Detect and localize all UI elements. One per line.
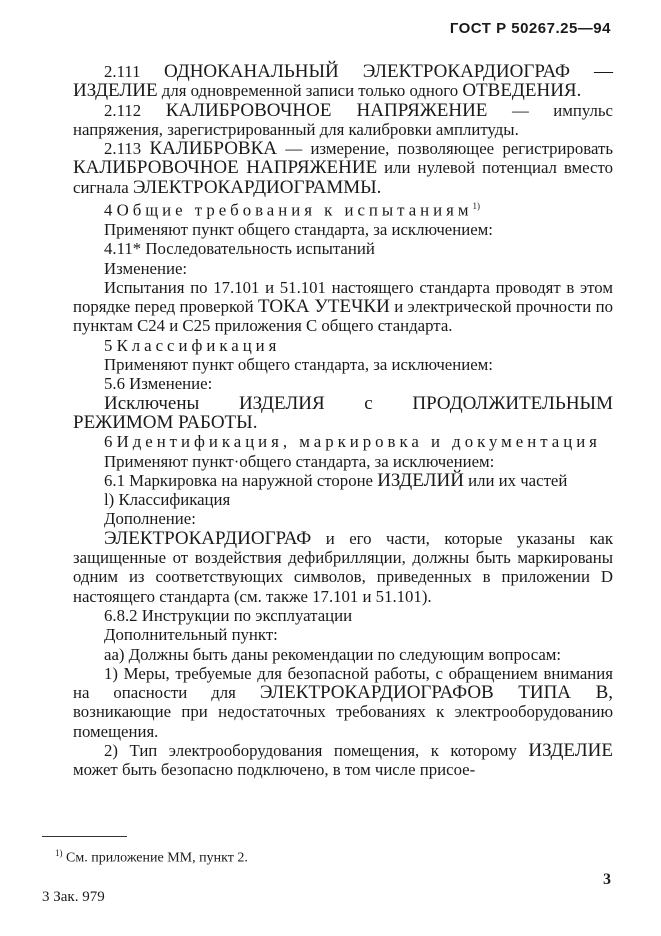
defined-term: ИЗДЕЛИЯ	[238, 392, 325, 414]
clause-text: или их частей	[463, 470, 568, 490]
paragraph: Дополнительный пункт:	[104, 625, 278, 645]
section-number: 6	[104, 432, 113, 452]
paragraph-ecg	[73, 529, 613, 606]
clause-number: 2.113	[104, 139, 142, 159]
clause-text: или нулевой потенциал вместо сигнала	[73, 158, 613, 197]
clause-number: 2.112	[104, 100, 142, 120]
footnote-marker: 1)	[55, 848, 63, 858]
clause-text: — импульс напряжения, зарегистрированный для калибровки амплитуды.	[73, 100, 613, 139]
item-2	[73, 741, 613, 780]
clause-6-8-2: 6.8.2 Инструкции по эксплуатации	[104, 605, 353, 625]
defined-term: ЭЛЕКТРОКАРДИОГРАММЫ.	[132, 176, 382, 198]
clause-6-1	[73, 471, 613, 490]
footnote	[55, 848, 248, 867]
clause-2-113	[73, 139, 613, 197]
paragraph: Дополнение:	[104, 509, 196, 529]
section-number: 4	[104, 200, 113, 220]
footnote-divider	[42, 836, 127, 837]
defined-term: ИЗДЕЛИЙ	[377, 469, 464, 491]
clause-text: 1) Меры, требуемые для безопасной работы, с обращением внимания на опасности для	[73, 663, 613, 703]
clause-text: и электрической прочности по пунктам С24 и С25 приложения С общего стандарта.	[73, 297, 613, 336]
clause-text: — измерение, позволяющее регистрировать	[276, 139, 613, 159]
paragraph-exclude	[73, 394, 613, 433]
document-body	[73, 62, 613, 780]
clause-text: с	[324, 392, 413, 414]
page-number: 3	[603, 871, 611, 888]
defined-term: КАЛИБРОВКА	[149, 138, 277, 160]
paragraph-tests	[73, 278, 613, 336]
defined-term: ПРОДОЛЖИТЕЛЬНЫМ РЕЖИМОМ РАБОТЫ.	[73, 392, 614, 433]
document-header: ГОСТ Р 50267.25—94	[449, 20, 611, 37]
clause-text: и его части, которые указаны как защищенные от воздействия дефибрилляции, должны быть маркированы одним из соответствующих символов, приведенных в приложении D настоящего стандарта (см. также 17.101 и 51.101).	[73, 528, 613, 606]
footnote-text: См. приложение ММ, пункт 2.	[66, 850, 248, 866]
defined-term: ОТВЕДЕНИЯ.	[462, 80, 582, 102]
defined-term: ИЗДЕЛИЕ	[528, 739, 613, 761]
paragraph: Применяют пункт общего стандарта, за исключением:	[104, 355, 493, 375]
item-l: l) Классификация	[104, 490, 231, 510]
paragraph: Применяют пункт·общего стандарта, за исключением:	[104, 451, 495, 471]
clause-2-112	[73, 101, 613, 140]
clause-number: 2.111	[104, 62, 141, 81]
clause-text: 6.1 Маркировка на наружной стороне	[104, 470, 378, 490]
section-title: Классификация	[116, 335, 281, 355]
section-title: Общие требования к испытаниям	[116, 200, 473, 220]
clause-text: Исключены	[104, 392, 239, 414]
paragraph: Изменение:	[104, 258, 188, 278]
section-title: Идентификация, маркировка и документация	[116, 432, 601, 452]
defined-term: ТОКА УТЕЧКИ	[258, 296, 390, 318]
clause-text: для одновременной записи только одного	[157, 81, 463, 101]
item-1	[73, 664, 613, 741]
defined-term: КАЛИБРОВОЧНОЕ НАПРЯЖЕНИЕ	[165, 99, 488, 121]
clause-text: возникающие при недостаточных требованиях к электрооборудованию помещения.	[73, 702, 613, 741]
defined-term: ОДНОКАНАЛЬНЫЙ ЭЛЕКТРОКАРДИОГРАФ — ИЗДЕЛИЕ	[73, 61, 613, 102]
defined-term: ЭЛЕКТРОКАРДИОГРАФОВ ТИПА В,	[259, 682, 613, 704]
section-5-heading	[73, 336, 613, 355]
section-6-heading	[73, 432, 613, 451]
item-aa: аа) Должны быть даны рекомендации по следующим вопросам:	[104, 644, 562, 664]
clause-text: Испытания по 17.101 и 51.101 настоящего стандарта проводят в этом порядке перед проверкой	[73, 277, 613, 317]
paragraph: Применяют пункт общего стандарта, за исключением:	[104, 219, 493, 239]
clause-2-111	[73, 62, 613, 101]
footnote-marker: 1)	[472, 201, 480, 212]
section-number: 5	[104, 335, 113, 355]
defined-term: КАЛИБРОВОЧНОЕ НАПРЯЖЕНИЕ	[73, 157, 378, 179]
print-order-number: 3 Зак. 979	[42, 889, 105, 905]
clause-text: 2) Тип электрооборудования помещения, к которому	[104, 740, 529, 760]
defined-term: ЭЛЕКТРОКАРДИОГРАФ	[104, 527, 312, 549]
clause-4-11: 4.11* Последовательность испытаний	[104, 239, 375, 259]
clause-text: может быть безопасно подключено, в том числе присое-	[73, 760, 476, 780]
section-4-heading	[73, 197, 613, 220]
clause-5-6: 5.6 Изменение:	[104, 374, 213, 394]
